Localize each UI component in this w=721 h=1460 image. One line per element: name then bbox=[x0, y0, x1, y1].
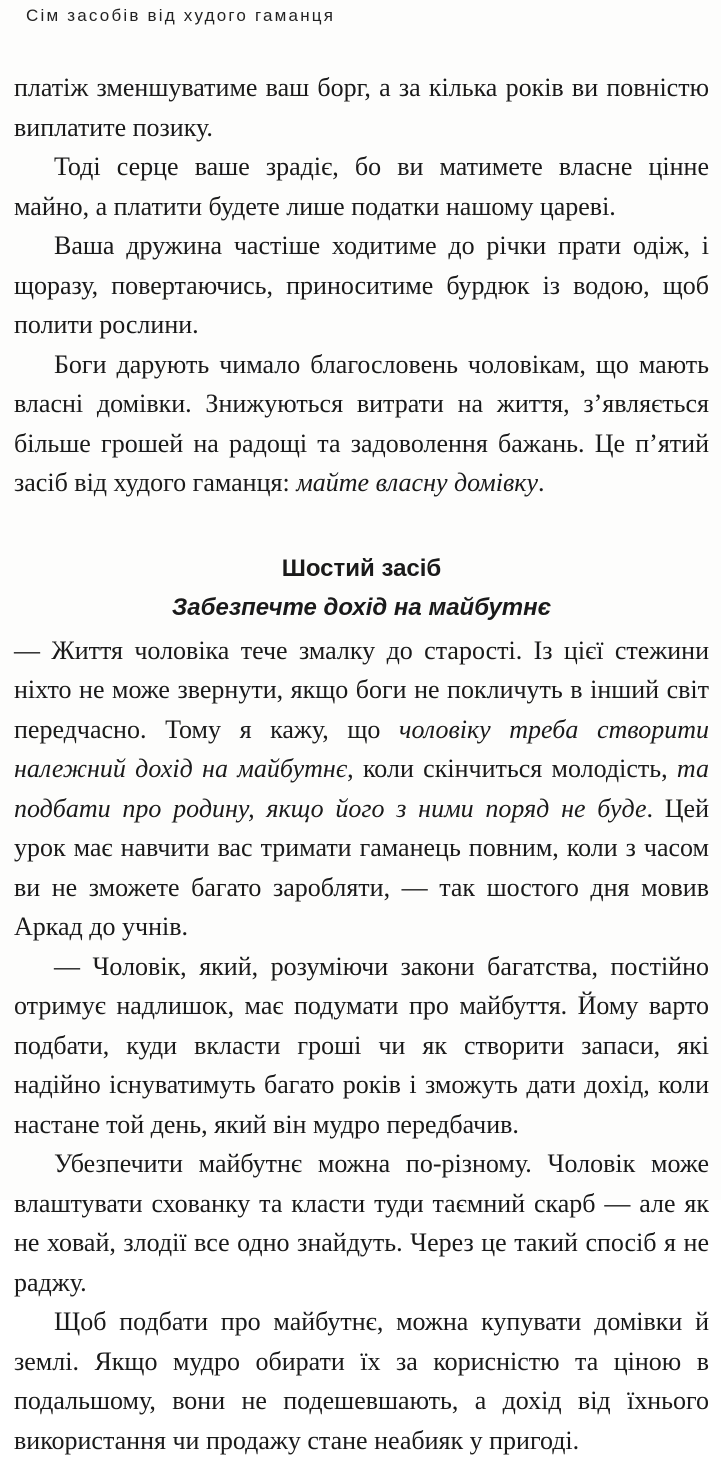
text-run: . Цей урок має навчити вас тримати гаманець повним, коли з часом ви не зможете багато заробляти, — так шостого дня мовив Аркад до учнів. bbox=[14, 794, 709, 942]
text-run: — Життя чоловіка тече змалку до старості. Із цієї стежини ніхто не може звернути, якщо боги не покличуть в інший світ передчасно. Тому я кажу, що bbox=[14, 636, 709, 744]
paragraph bbox=[14, 631, 709, 947]
text-run: Боги дарують чимало благословень чоловікам, що мають власні домівки. Знижуються витрати на життя, з’являється більше грошей на радощі та задоволення бажань. Це п’ятий засіб від худого гаманця: bbox=[14, 350, 709, 498]
paragraph bbox=[14, 345, 709, 503]
section-subtitle: Забезпечте дохід на майбутнє bbox=[14, 588, 709, 627]
paragraph bbox=[14, 1302, 709, 1460]
running-head: Сім засобів від худого гаманця bbox=[26, 6, 335, 26]
text-run: Щоб подбати про майбутнє, можна купувати домівки й землі. Якщо мудро обирати їх за корисністю та ціною в подальшому, вони не подешевшають, а дохід від їхнього використання чи продажу стане неабияк у пригоді. bbox=[14, 1307, 709, 1455]
paragraph bbox=[14, 947, 709, 1145]
text-run: Ваша дружина частіше ходитиме до річки прати одіж, і щоразу, повертаючись, приноситиме бурдюк із водою, щоб полити рослини. bbox=[14, 231, 709, 339]
paragraph bbox=[14, 147, 709, 226]
paragraph bbox=[14, 68, 709, 147]
italic-phrase: майте власну домівку bbox=[296, 468, 538, 497]
section-title: Шостий засіб bbox=[14, 549, 709, 588]
text-run: — Чоловік, який, розуміючи закони багатства, постійно отримує надлишок, має подумати про майбуття. Йому варто подбати, куди вкласти гроші чи як створити запаси, які надійно існуватимуть багато років і зможуть дати дохід, коли настане той день, який він мудро передбачив. bbox=[14, 952, 709, 1139]
text-run: . bbox=[538, 468, 545, 497]
paragraphs-before-section bbox=[14, 68, 709, 503]
italic-phrase: чоловіку треба створити належний дохід на майбутнє bbox=[14, 715, 709, 784]
paragraph bbox=[14, 1144, 709, 1302]
section-heading bbox=[14, 549, 709, 627]
text-run: Убезпечити майбутнє можна по-різному. Чоловік може влаштувати схованку та класти туди таємний скарб — але як не ховай, злодії все одно знайдуть. Через це такий спосіб я не раджу. bbox=[14, 1149, 709, 1297]
paragraph bbox=[14, 226, 709, 345]
italic-phrase: та подбати про родину, якщо його з ними поряд не буде bbox=[14, 754, 709, 823]
text-run: , коли скінчиться молодість, bbox=[347, 754, 677, 783]
text-run: платіж зменшуватиме ваш борг, а за кілька років ви повністю виплатите позику. bbox=[14, 73, 709, 142]
body-text bbox=[14, 68, 709, 1460]
text-run: Тоді серце ваше зрадіє, бо ви матимете власне цінне майно, а платити будете лише податки нашому цареві. bbox=[14, 152, 709, 221]
paragraphs-after-section bbox=[14, 631, 709, 1460]
